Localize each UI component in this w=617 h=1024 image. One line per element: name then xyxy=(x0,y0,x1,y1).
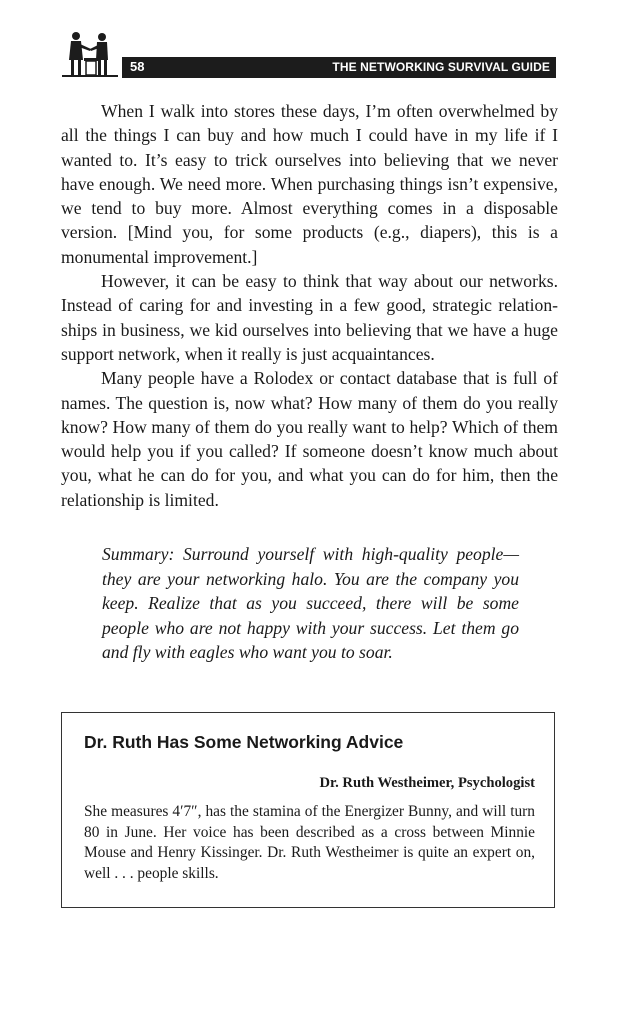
sidebar-heading: Dr. Ruth Has Some Networking Advice xyxy=(84,732,404,752)
page-number: 58 xyxy=(130,59,145,74)
running-title: THE NETWORKING SURVIVAL GUIDE xyxy=(332,60,550,74)
running-header xyxy=(60,30,558,80)
header-bar xyxy=(122,57,556,78)
sidebar-text: She measures 4′7″, has the stamina of the Energizer Bunny, and will turn 80 in June. Her voice has been described as a cross between Minnie Mouse and Henry Kissinger. Dr. Ruth Westheimer is quite an expert on, well . . . people skills. xyxy=(84,803,535,882)
paragraph: When I walk into stores these days, I’m often overwhelmed by all the things I can buy and how much I could have in my life if I wanted to. It’s easy to trick ourselves into believing that we never have enough. We need more. When purchasing things isn’t expensive, we tend to buy more. Almost everything comes in a disposable version. [Mind you, for some products (e.g., diapers), this is a monumental improvement.] xyxy=(61,101,558,267)
sidebar-box xyxy=(61,712,555,908)
paragraph: Many people have a Rolodex or contact database that is full of names. The question is, now what? How many of them do you really know? How many of them do you really want to help? Which of them would help you if you called? If someone doesn’t know much about you, what he can do for you, and what you can do for him, then the relationship is limited. xyxy=(61,368,558,510)
sidebar-byline: Dr. Ruth Westheimer, Psychologist xyxy=(319,775,535,791)
paragraph: However, it can be easy to think that way about our networks. Instead of caring for and investing in a few good, strategic relationships in business, we kid ourselves into believing that we have a huge support network, when it really is just acquaintances. xyxy=(61,271,558,364)
handshake-figures-icon xyxy=(60,30,122,80)
summary-quote: Summary: Surround yourself with high-quality people—they are your networking halo. You are the company you keep. Realize that as you succeed, there will be some people who are not happy with your success. Let them go and fly with eagles who want you to soar. xyxy=(102,544,519,662)
body-text xyxy=(61,99,558,512)
